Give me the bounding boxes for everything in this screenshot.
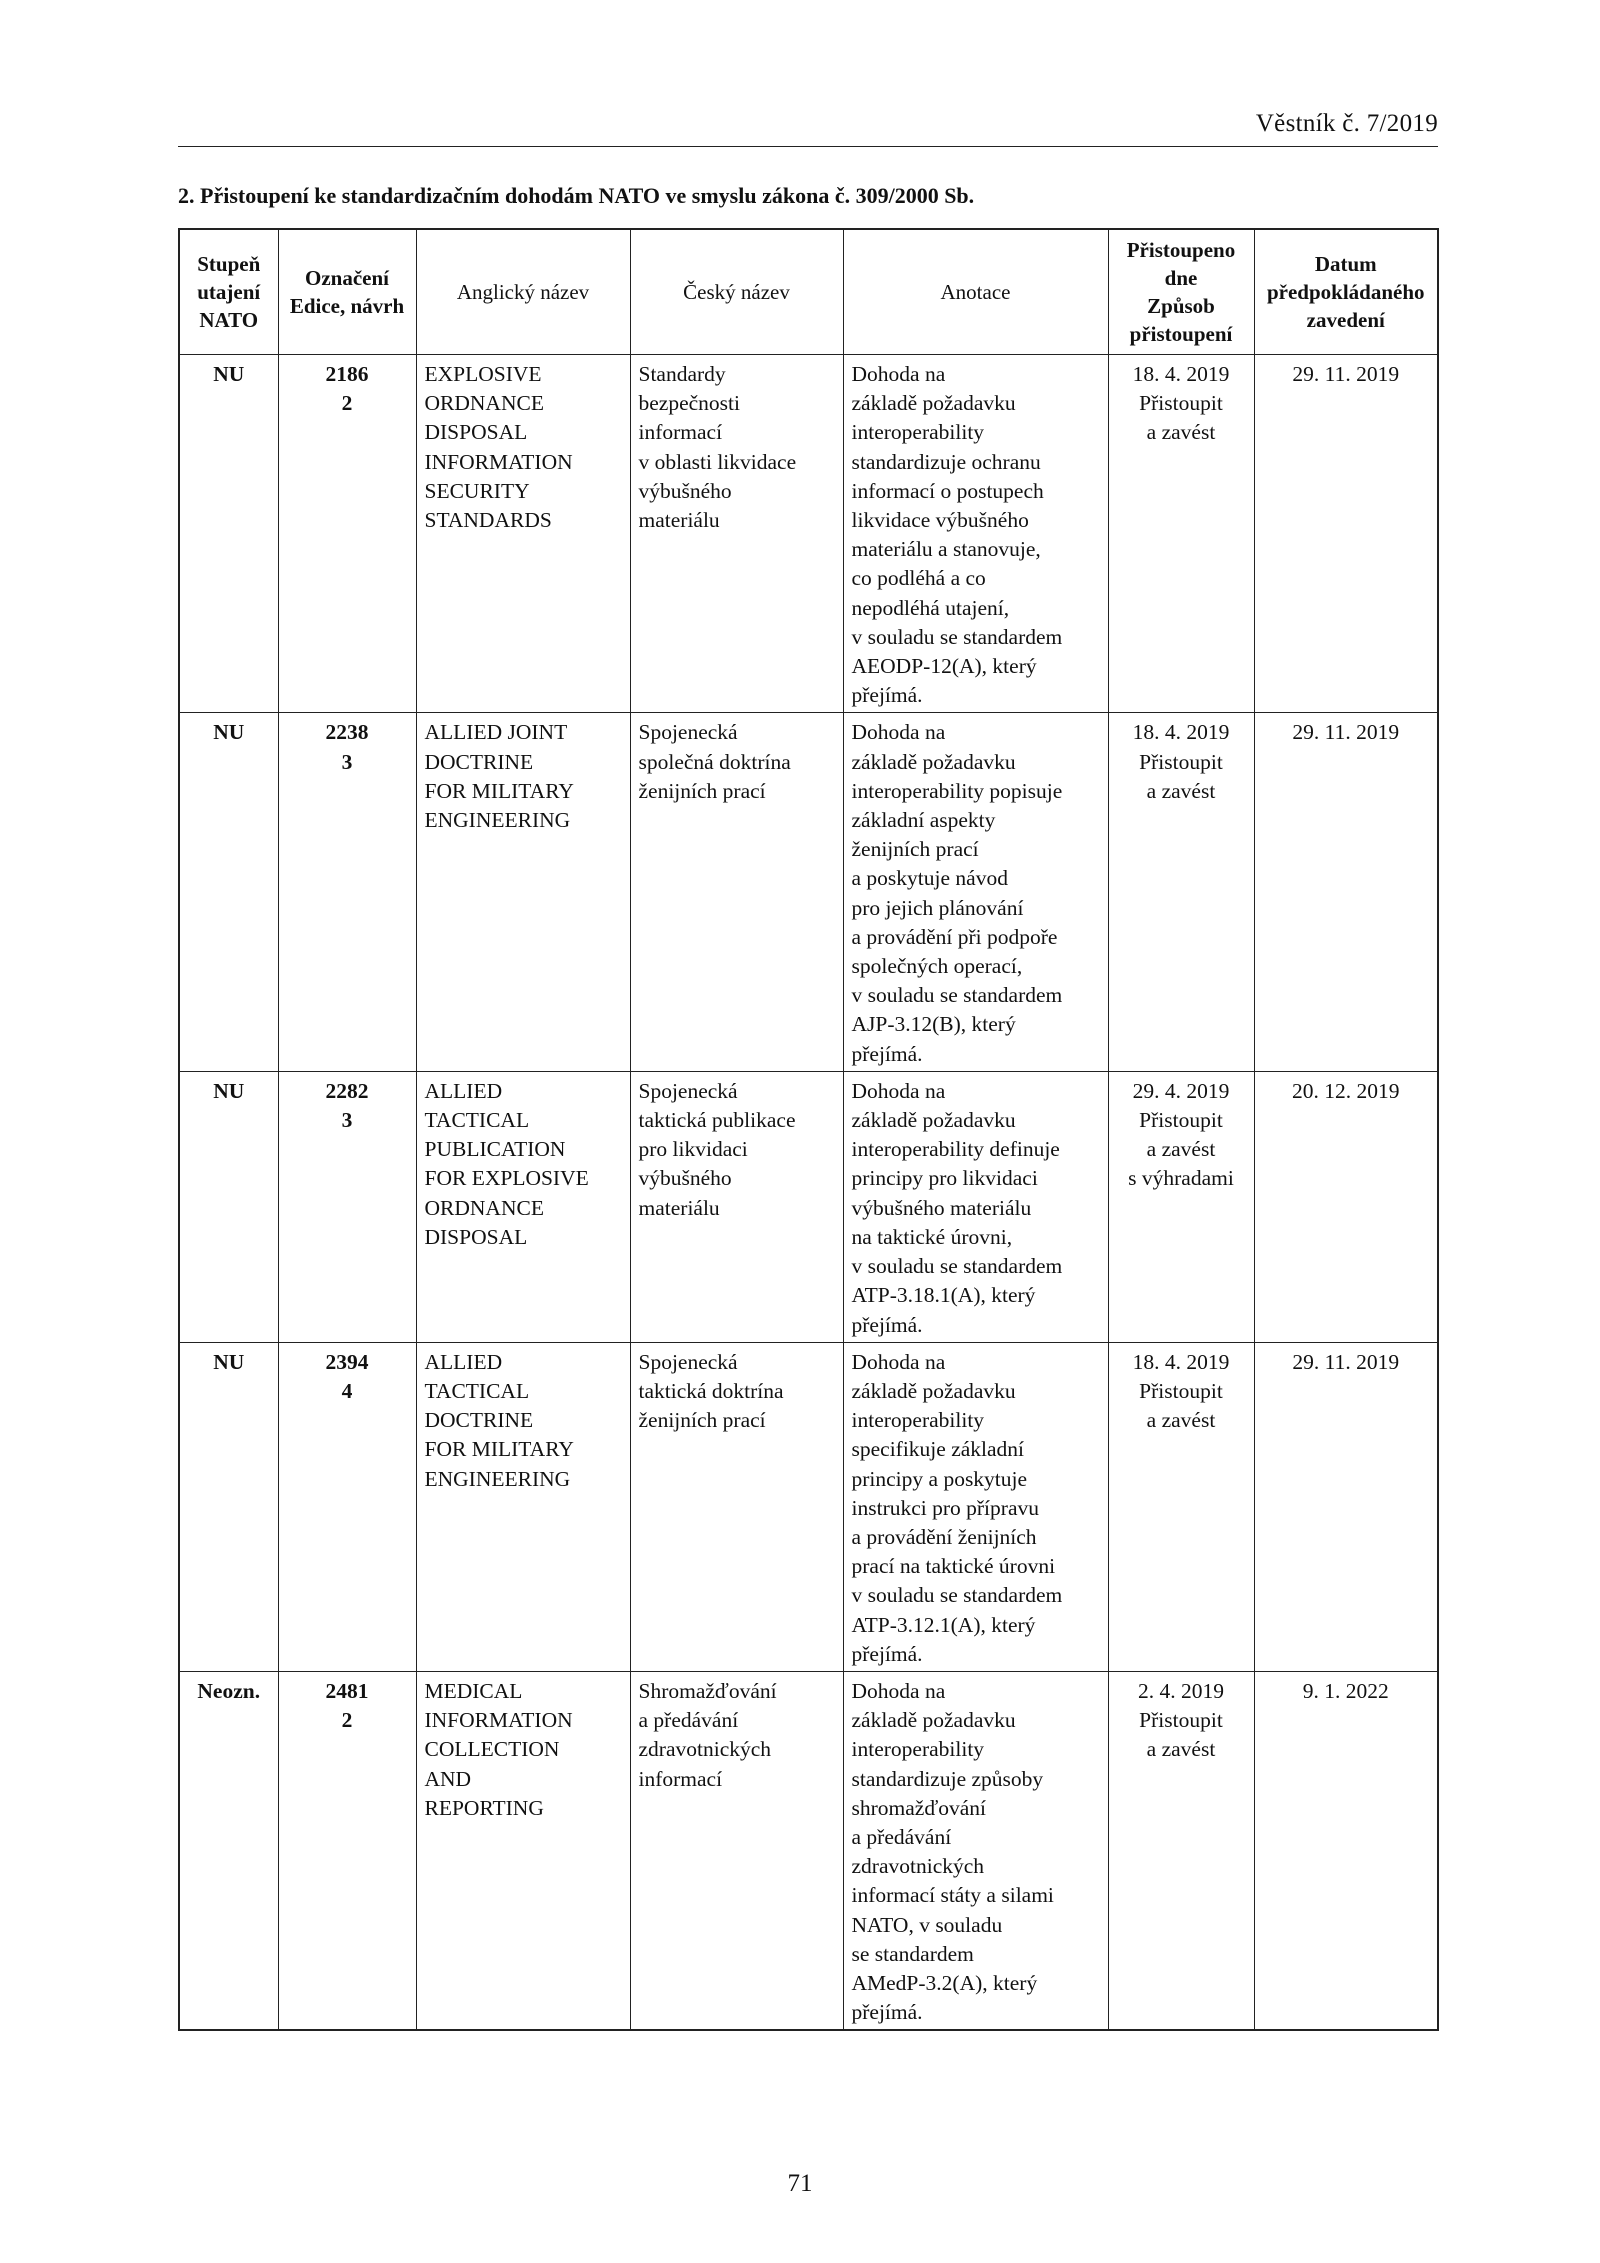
cell-datum: 29. 11. 2019 bbox=[1254, 1342, 1438, 1671]
cell-cesky-nazev: Spojenecká taktická doktrína ženijních prací bbox=[630, 1342, 843, 1671]
table-row bbox=[179, 713, 1438, 1071]
journal-issue: Věstník č. 7/2019 bbox=[1255, 110, 1438, 137]
cell-anotace: Dohoda na základě požadavku interoperability definuje principy pro likvidaci výbušného materiálu na taktické úrovni, v souladu se standardem ATP-3.18.1(A), který přejímá. bbox=[843, 1071, 1108, 1342]
cell-datum: 20. 12. 2019 bbox=[1254, 1071, 1438, 1342]
section-title: 2. Přistoupení ke standardizačním dohodám NATO ve smyslu zákona č. 309/2000 Sb. bbox=[178, 183, 975, 208]
page-header bbox=[178, 106, 1438, 147]
header-datum: Datum předpokládaného zavedení bbox=[1254, 229, 1438, 355]
header-cesky-nazev: Český název bbox=[630, 229, 843, 355]
table-row bbox=[179, 1671, 1438, 2030]
cell-pristoupeno: 2. 4. 2019 Přistoupit a zavést bbox=[1108, 1671, 1254, 2030]
cell-anotace: Dohoda na základě požadavku interoperability specifikuje základní principy a poskytuje instrukci pro přípravu a provádění ženijních prací na taktické úrovni v souladu se standardem ATP-3.12.1(A), který přejímá. bbox=[843, 1342, 1108, 1671]
cell-anglicky-nazev: ALLIED JOINT DOCTRINE FOR MILITARY ENGINEERING bbox=[416, 713, 630, 1071]
cell-stupen: NU bbox=[179, 713, 278, 1071]
cell-anotace: Dohoda na základě požadavku interoperability standardizuje způsoby shromažďování a předávání zdravotnických informací státy a silami NATO, v souladu se standardem AMedP-3.2(A), který přejímá. bbox=[843, 1671, 1108, 2030]
cell-datum: 9. 1. 2022 bbox=[1254, 1671, 1438, 2030]
cell-oznaceni: 2282 3 bbox=[278, 1071, 416, 1342]
cell-anglicky-nazev: MEDICAL INFORMATION COLLECTION AND REPORTING bbox=[416, 1671, 630, 2030]
cell-stupen: Neozn. bbox=[179, 1671, 278, 2030]
cell-cesky-nazev: Shromažďování a předávání zdravotnických informací bbox=[630, 1671, 843, 2030]
cell-stupen: NU bbox=[179, 1342, 278, 1671]
cell-pristoupeno: 18. 4. 2019 Přistoupit a zavést bbox=[1108, 1342, 1254, 1671]
cell-pristoupeno: 18. 4. 2019 Přistoupit a zavést bbox=[1108, 713, 1254, 1071]
cell-oznaceni: 2481 2 bbox=[278, 1671, 416, 2030]
cell-pristoupeno: 29. 4. 2019 Přistoupit a zavést s výhradami bbox=[1108, 1071, 1254, 1342]
cell-stupen: NU bbox=[179, 1071, 278, 1342]
table-row bbox=[179, 1342, 1438, 1671]
standards-table-container bbox=[178, 228, 1437, 2031]
header-anglicky-nazev: Anglický název bbox=[416, 229, 630, 355]
cell-oznaceni: 2394 4 bbox=[278, 1342, 416, 1671]
cell-datum: 29. 11. 2019 bbox=[1254, 355, 1438, 713]
standards-table bbox=[178, 228, 1439, 2031]
cell-cesky-nazev: Spojenecká taktická publikace pro likvidaci výbušného materiálu bbox=[630, 1071, 843, 1342]
cell-anglicky-nazev: ALLIED TACTICAL PUBLICATION FOR EXPLOSIVE ORDNANCE DISPOSAL bbox=[416, 1071, 630, 1342]
header-anotace: Anotace bbox=[843, 229, 1108, 355]
cell-anglicky-nazev: EXPLOSIVE ORDNANCE DISPOSAL INFORMATION SECURITY STANDARDS bbox=[416, 355, 630, 713]
page-number: 71 bbox=[787, 2170, 813, 2197]
header-stupen: Stupeň utajení NATO bbox=[179, 229, 278, 355]
cell-cesky-nazev: Standardy bezpečnosti informací v oblasti likvidace výbušného materiálu bbox=[630, 355, 843, 713]
cell-oznaceni: 2186 2 bbox=[278, 355, 416, 713]
table-row bbox=[179, 1071, 1438, 1342]
cell-stupen: NU bbox=[179, 355, 278, 713]
cell-anotace: Dohoda na základě požadavku interoperability popisuje základní aspekty ženijních prací a poskytuje návod pro jejich plánování a provádění při podpoře společných operací, v souladu se standardem AJP-3.12(B), který přejímá. bbox=[843, 713, 1108, 1071]
cell-datum: 29. 11. 2019 bbox=[1254, 713, 1438, 1071]
header-pristoupeno: Přistoupeno dne Způsob přistoupení bbox=[1108, 229, 1254, 355]
header-oznaceni: Označení Edice, návrh bbox=[278, 229, 416, 355]
cell-anotace: Dohoda na základě požadavku interoperability standardizuje ochranu informací o postupech likvidace výbušného materiálu a stanovuje, co podléhá a co nepodléhá utajení, v souladu se standardem AEODP-12(A), který přejímá. bbox=[843, 355, 1108, 713]
cell-oznaceni: 2238 3 bbox=[278, 713, 416, 1071]
cell-cesky-nazev: Spojenecká společná doktrína ženijních prací bbox=[630, 713, 843, 1071]
table-row bbox=[179, 355, 1438, 713]
cell-pristoupeno: 18. 4. 2019 Přistoupit a zavést bbox=[1108, 355, 1254, 713]
table-header-row bbox=[179, 229, 1438, 355]
cell-anglicky-nazev: ALLIED TACTICAL DOCTRINE FOR MILITARY ENGINEERING bbox=[416, 1342, 630, 1671]
